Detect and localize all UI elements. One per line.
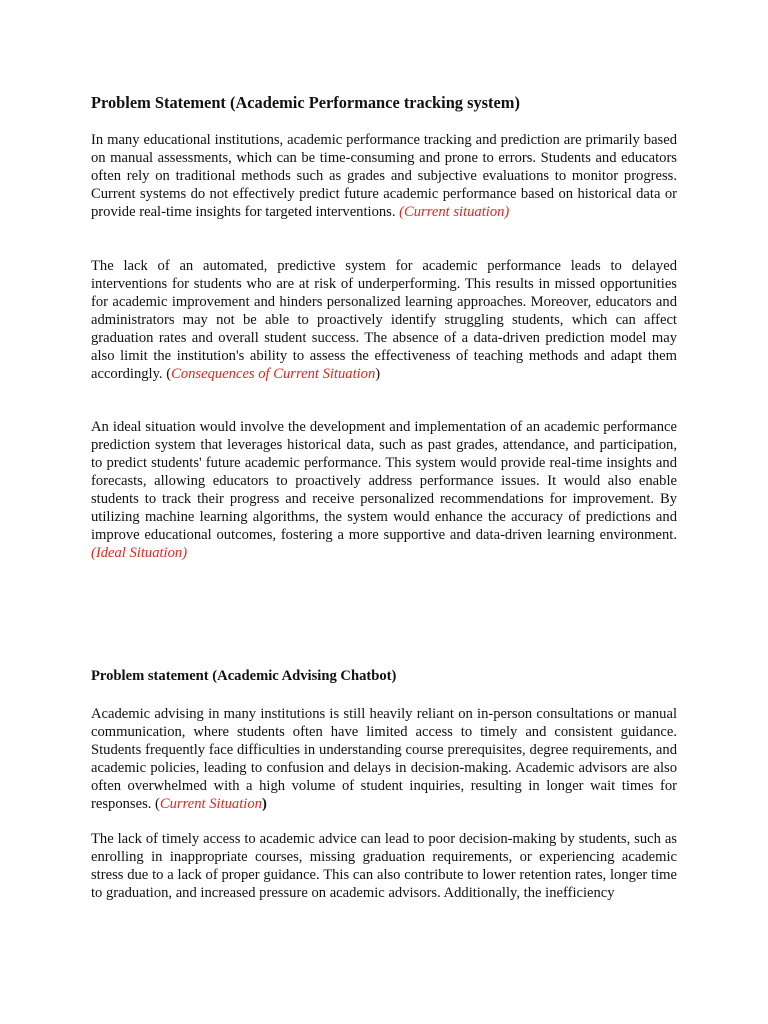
section1-paragraph-consequences — [91, 257, 677, 383]
ideal-situation-tag: (Ideal Situation) — [91, 545, 188, 561]
paragraph-text: In many educational institutions, academic performance tracking and prediction are primarily based on manual assessments, which can be time-consuming and prone to errors. Students and educators often rely on traditional methods such as grades and subjective evaluations to monitor progress. Current systems do not effectively predict future academic performance based on historical data or provide real-time insights for targeted interventions. — [91, 132, 677, 220]
section1-paragraph-current-situation — [91, 131, 677, 221]
current-situation-tag: Current Situation — [159, 796, 262, 812]
section2-paragraph-current-situation — [91, 705, 677, 813]
closing-paren: ) — [261, 796, 267, 812]
current-situation-tag: (Current situation) — [399, 204, 510, 220]
paragraph-text: The lack of timely access to academic advice can lead to poor decision-making by students, such as enrolling in inappropriate courses, missing graduation requirements, or experiencing academic stress due to a lack of proper guidance. This can also contribute to lower retention rates, longer time to graduation, and increased pressure on academic advisors. Additionally, the inefficiency — [91, 831, 677, 901]
consequences-tag: Consequences of Current Situation — [171, 366, 376, 382]
section1-paragraph-ideal-situation — [91, 418, 677, 562]
section2-title: Problem statement (Academic Advising Chatbot) — [91, 668, 397, 684]
section1-title: Problem Statement (Academic Performance tracking system) — [91, 93, 520, 112]
closing-paren: ) — [375, 366, 381, 382]
section2-paragraph-consequences — [91, 830, 677, 902]
paragraph-text: Academic advising in many institutions is still heavily reliant on in-person consultations or manual communication, where students often have limited access to timely and consistent guidance. Students frequently face difficulties in understanding course prerequisites, degree requirements, and academic policies, leading to confusion and delays in decision-making. Academic advisors are also often overwhelmed with a high volume of student inquiries, resulting in longer wait times for responses. ( — [91, 706, 677, 812]
paragraph-text: An ideal situation would involve the development and implementation of an academic performance prediction system that leverages historical data, such as past grades, attendance, and participation, to predict students' future academic performance. This system would provide real-time insights and forecasts, allowing educators to proactively address performance issues. It would also enable students to track their progress and receive personalized recommendations for improvement. By utilizing machine learning algorithms, the system would enhance the accuracy of predictions and improve educational outcomes, fostering a more supportive and data-driven learning environment. — [91, 419, 677, 543]
paragraph-text: The lack of an automated, predictive system for academic performance leads to delayed interventions for students who are at risk of underperforming. This results in missed opportunities for academic improvement and hinders personalized learning approaches. Moreover, educators and administrators may not be able to proactively identify struggling students, which can affect graduation rates and overall student success. The absence of a data-driven prediction model may also limit the institution's ability to assess the effectiveness of teaching methods and adapt them accordingly. ( — [91, 258, 677, 382]
